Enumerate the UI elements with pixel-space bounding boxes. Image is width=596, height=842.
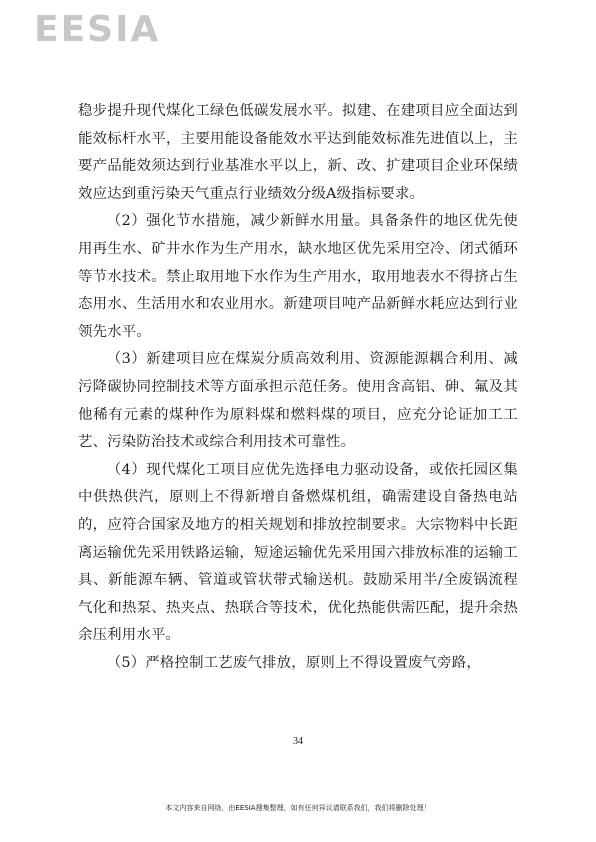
paragraph-4: （4）现代煤化工项目应优先选择电力驱动设备，或依托园区集中供热供汽，原则上不得新增自备燃煤机组，确需建设自备热电站的，应符合国家及地方的相关规划和排放控制要求。大宗物料中长距离运输优先采用铁路运输，短途运输优先采用国六排放标准的运输工具、新能源车辆、管道或管状带式输送机。鼓励采用半/全废锅流程气化和热泵、热夹点、热联合等技术，优化热能供需匹配，提升余热余压利用水平。 <box>78 461 518 644</box>
paragraph-3: （3）新建项目应在煤炭分质高效利用、资源能源耦合利用、减污降碳协同控制技术等方面承担示范任务。使用含高铝、砷、氟及其他稀有元素的煤种作为原料煤和燃料煤的项目，应充分论证加工工艺、污染防治技术或综合利用技术可靠性。 <box>78 351 518 451</box>
paragraph-5: （5）严格控制工艺废气排放，原则上不得设置废气旁路， <box>106 654 481 671</box>
paragraph-2: （2）强化节水措施，减少新鲜水用量。具备条件的地区优先使用再生水、矿井水作为生产用水，缺水地区优先采用空冷、闭式循环等节水技术。禁止取用地下水作为生产用水，取用地表水不得挤占生态用水、生活用水和农业用水。新建项目吨产品新鲜水耗应达到行业领先水平。 <box>78 213 518 340</box>
eesia-logo: EESIA <box>34 9 161 50</box>
footer-disclaimer: 本文内容来自网络，由EESIA搜集整理，如有任何异议请联系我们，我们将删除处理！ <box>165 804 431 812</box>
document-body <box>78 98 518 677</box>
page-number: 34 <box>293 736 303 747</box>
paragraph-1: 稳步提升现代煤化工绿色低碳发展水平。拟建、在建项目应全面达到能效标杆水平，主要用能设备能效水平达到能效标准先进值以上，主要产品能效须达到行业基准水平以上，新、改、扩建项目企业环保绩效应达到重污染天气重点行业绩效分级A级指标要求。 <box>78 103 518 202</box>
